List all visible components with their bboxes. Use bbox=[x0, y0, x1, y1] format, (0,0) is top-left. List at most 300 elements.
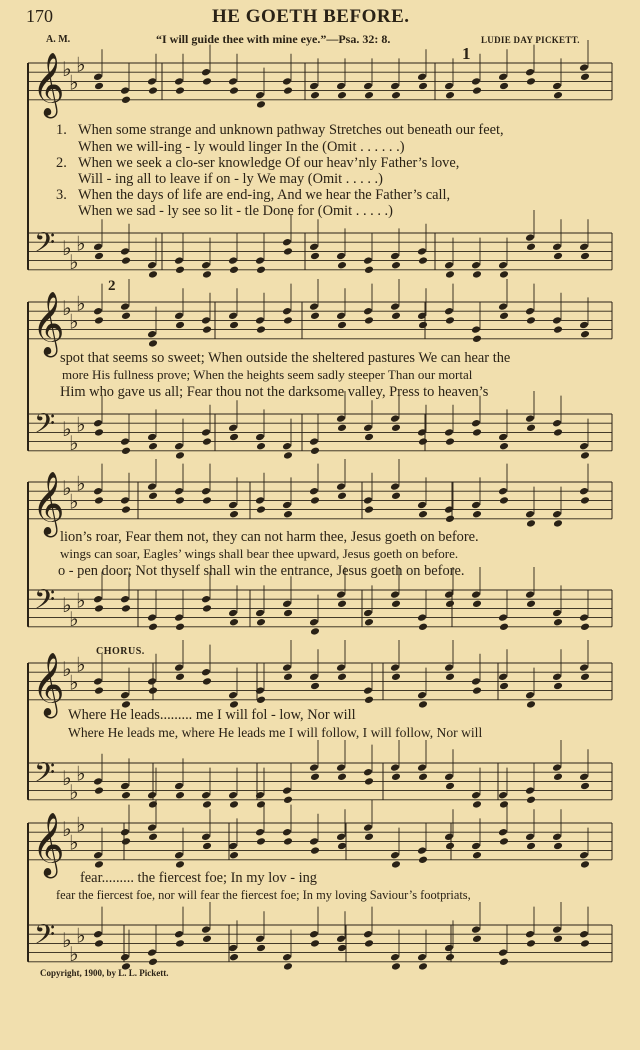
note-head bbox=[391, 492, 401, 501]
note-head bbox=[364, 618, 374, 627]
note-head bbox=[228, 944, 238, 953]
note-head bbox=[175, 266, 185, 275]
note-head bbox=[472, 270, 482, 279]
bass-clef-icon: 𝄢 bbox=[34, 755, 56, 795]
note-head bbox=[580, 860, 590, 869]
note-head bbox=[471, 842, 481, 851]
flat-sign-icon: ♭ bbox=[62, 928, 72, 953]
note-head bbox=[202, 496, 212, 505]
note-head bbox=[147, 791, 157, 800]
lyric-line: When we seek a clo-ser knowledge Of our heav’nly Father’s love, bbox=[78, 155, 460, 171]
note-head bbox=[390, 590, 400, 599]
note-head bbox=[417, 501, 427, 510]
note-head bbox=[336, 482, 346, 491]
note-head bbox=[336, 833, 346, 842]
note-head bbox=[282, 600, 292, 609]
note-head bbox=[120, 437, 130, 446]
note-head bbox=[148, 800, 158, 809]
note-head bbox=[391, 962, 401, 971]
lyric-line: When we sad - ly see so lit - tle Done for (Omit . . . . .) bbox=[78, 203, 393, 219]
lyric-line: lion’s roar, Fear them not, they can not harm thee, Jesus goeth on before. bbox=[60, 529, 479, 545]
note-head bbox=[364, 91, 374, 100]
chorus-lyric-line: Where He leads me, where He leads me I will follow, I will follow, Nor will bbox=[68, 725, 483, 740]
note-head bbox=[202, 842, 212, 851]
note-head bbox=[417, 247, 427, 256]
note-head bbox=[444, 307, 454, 316]
note-head bbox=[282, 786, 292, 795]
note-head bbox=[310, 312, 320, 321]
note-head bbox=[364, 939, 374, 948]
note-head bbox=[444, 428, 454, 437]
note-head bbox=[445, 842, 455, 851]
note-head bbox=[121, 837, 131, 846]
note-head bbox=[336, 414, 346, 423]
note-head bbox=[201, 595, 211, 604]
note-head bbox=[579, 442, 589, 451]
note-head bbox=[336, 763, 346, 772]
note-head bbox=[552, 419, 562, 428]
note-head bbox=[201, 925, 211, 934]
note-head bbox=[174, 256, 184, 265]
note-head bbox=[444, 82, 454, 91]
note-head bbox=[363, 823, 373, 832]
note-head bbox=[175, 673, 185, 682]
flat-sign-icon: ♭ bbox=[62, 417, 72, 442]
note-head bbox=[499, 800, 509, 809]
note-head bbox=[174, 613, 184, 622]
flat-sign-icon: ♭ bbox=[76, 812, 86, 837]
note-head bbox=[255, 316, 265, 325]
scripture-reference: “I will guide thee with mine eye.”—Psa. 32: 8. bbox=[156, 32, 391, 46]
note-head bbox=[283, 247, 293, 256]
note-head bbox=[201, 668, 211, 677]
note-head bbox=[471, 590, 481, 599]
note-head bbox=[337, 91, 347, 100]
note-head bbox=[553, 935, 563, 944]
note-head bbox=[526, 316, 536, 325]
note-head bbox=[147, 482, 157, 491]
note-head bbox=[445, 316, 455, 325]
note-head bbox=[94, 428, 104, 437]
note-head bbox=[256, 266, 266, 275]
note-head bbox=[229, 266, 239, 275]
note-head bbox=[417, 73, 427, 82]
note-head bbox=[390, 482, 400, 491]
note-head bbox=[525, 510, 535, 519]
note-head bbox=[525, 68, 535, 77]
note-head bbox=[229, 618, 239, 627]
note-head bbox=[471, 501, 481, 510]
note-head bbox=[526, 796, 536, 805]
note-head bbox=[147, 823, 157, 832]
note-head bbox=[228, 609, 238, 618]
note-head bbox=[552, 673, 562, 682]
note-head bbox=[148, 339, 158, 348]
note-head bbox=[256, 325, 266, 334]
note-head bbox=[390, 302, 400, 311]
note-head bbox=[498, 948, 508, 957]
copyright-notice: Copyright, 1900, by L. L. Pickett. bbox=[40, 968, 169, 978]
note-head bbox=[283, 609, 293, 618]
note-head bbox=[94, 786, 104, 795]
ending-marker-one: 1 bbox=[462, 44, 471, 63]
note-head bbox=[363, 424, 373, 433]
note-head bbox=[174, 663, 184, 672]
note-head bbox=[472, 935, 482, 944]
note-head bbox=[283, 86, 293, 95]
note-head bbox=[336, 590, 346, 599]
note-head bbox=[445, 515, 455, 524]
note-head bbox=[417, 953, 427, 962]
note-head bbox=[337, 321, 347, 330]
note-head bbox=[174, 77, 184, 86]
note-head bbox=[390, 953, 400, 962]
note-head bbox=[309, 82, 319, 91]
note-head bbox=[390, 252, 400, 261]
note-head bbox=[445, 270, 455, 279]
flat-sign-icon: ♭ bbox=[69, 70, 79, 95]
note-head bbox=[309, 437, 319, 446]
note-head bbox=[580, 73, 590, 82]
note-head bbox=[498, 791, 508, 800]
note-head bbox=[121, 256, 131, 265]
note-head bbox=[93, 677, 103, 686]
note-head bbox=[336, 935, 346, 944]
note-head bbox=[498, 73, 508, 82]
note-head bbox=[228, 424, 238, 433]
note-head bbox=[471, 77, 481, 86]
bass-clef-icon: 𝄢 bbox=[34, 582, 56, 622]
note-head bbox=[337, 944, 347, 953]
note-head bbox=[390, 82, 400, 91]
note-head bbox=[525, 414, 535, 423]
lyric-line: more His fullness prove; When the heights seem sadly steeper Than our mortal bbox=[62, 367, 473, 382]
note-head bbox=[391, 773, 401, 782]
note-head bbox=[390, 851, 400, 860]
note-head bbox=[418, 856, 428, 865]
note-head bbox=[472, 600, 482, 609]
note-head bbox=[525, 930, 535, 939]
note-head bbox=[283, 962, 293, 971]
note-head bbox=[553, 773, 563, 782]
note-head bbox=[445, 782, 455, 791]
note-head bbox=[282, 663, 292, 672]
note-head bbox=[337, 424, 347, 433]
note-head bbox=[175, 860, 185, 869]
note-head bbox=[391, 261, 401, 270]
note-head bbox=[363, 768, 373, 777]
note-head bbox=[418, 510, 428, 519]
bass-clef-icon: 𝄢 bbox=[34, 225, 56, 265]
note-head bbox=[499, 623, 509, 632]
note-head bbox=[579, 243, 589, 252]
lyric-line: o - pen door; Not thyself shall win the entrance, Jesus goeth on before. bbox=[58, 563, 465, 579]
note-head bbox=[336, 82, 346, 91]
note-head bbox=[525, 691, 535, 700]
note-head bbox=[499, 682, 509, 691]
note-head bbox=[337, 261, 347, 270]
note-head bbox=[417, 763, 427, 772]
lyric-line: fear the fiercest foe, nor will fear the fiercest foe; In my loving Saviour’s footpriats, bbox=[56, 888, 471, 902]
note-head bbox=[579, 487, 589, 496]
note-head bbox=[364, 266, 374, 275]
flat-sign-icon: ♭ bbox=[76, 923, 86, 948]
note-head bbox=[147, 77, 157, 86]
note-head bbox=[147, 677, 157, 686]
flat-sign-icon: ♭ bbox=[76, 761, 86, 786]
lyric-line: When some strange and unknown pathway Stretches out beneath our feet, bbox=[78, 122, 504, 138]
note-head bbox=[364, 777, 374, 786]
note-head bbox=[201, 487, 211, 496]
note-head bbox=[256, 837, 266, 846]
note-head bbox=[418, 321, 428, 330]
note-head bbox=[364, 833, 374, 842]
treble-clef-icon: 𝄞 bbox=[32, 291, 65, 356]
note-head bbox=[147, 613, 157, 622]
note-head bbox=[229, 851, 239, 860]
lyric-line: Will - ing all to leave if on - ly We may (Omit . . . . .) bbox=[78, 171, 383, 187]
note-head bbox=[148, 686, 158, 695]
note-head bbox=[283, 673, 293, 682]
note-head bbox=[310, 496, 320, 505]
note-head bbox=[579, 63, 589, 72]
flat-sign-icon: ♭ bbox=[62, 766, 72, 791]
flat-sign-icon: ♭ bbox=[76, 412, 86, 437]
note-head bbox=[337, 773, 347, 782]
note-head bbox=[120, 247, 130, 256]
note-head bbox=[526, 519, 536, 528]
note-head bbox=[228, 256, 238, 265]
note-head bbox=[94, 252, 104, 261]
note-head bbox=[174, 851, 184, 860]
note-head bbox=[148, 958, 158, 967]
note-head bbox=[282, 307, 292, 316]
note-head bbox=[94, 316, 104, 325]
note-head bbox=[525, 786, 535, 795]
note-head bbox=[93, 243, 103, 252]
note-head bbox=[552, 243, 562, 252]
note-head bbox=[391, 860, 401, 869]
note-head bbox=[201, 261, 211, 270]
flat-sign-icon: ♭ bbox=[76, 291, 86, 316]
note-head bbox=[201, 68, 211, 77]
note-head bbox=[472, 851, 482, 860]
note-head bbox=[175, 623, 185, 632]
note-head bbox=[147, 433, 157, 442]
note-head bbox=[202, 604, 212, 613]
flat-sign-icon: ♭ bbox=[76, 471, 86, 496]
lyric-line: fear......... the fiercest foe; In my lov - ing bbox=[80, 870, 317, 886]
flat-sign-icon: ♭ bbox=[76, 652, 86, 677]
note-head bbox=[120, 496, 130, 505]
note-head bbox=[120, 691, 130, 700]
note-head bbox=[471, 261, 481, 270]
note-head bbox=[202, 270, 212, 279]
note-head bbox=[201, 791, 211, 800]
flat-sign-icon: ♭ bbox=[69, 606, 79, 631]
note-head bbox=[472, 86, 482, 95]
flat-sign-icon: ♭ bbox=[69, 670, 79, 695]
chorus-label: CHORUS. bbox=[96, 646, 145, 657]
note-head bbox=[418, 82, 428, 91]
note-head bbox=[526, 424, 536, 433]
note-head bbox=[309, 487, 319, 496]
note-head bbox=[94, 860, 104, 869]
note-head bbox=[363, 496, 373, 505]
note-head bbox=[93, 307, 103, 316]
note-head bbox=[418, 962, 428, 971]
note-head bbox=[147, 948, 157, 957]
note-head bbox=[282, 238, 292, 247]
note-head bbox=[552, 510, 562, 519]
note-head bbox=[526, 700, 536, 709]
flat-sign-icon: ♭ bbox=[69, 430, 79, 455]
note-head bbox=[310, 846, 320, 855]
note-head bbox=[337, 492, 347, 501]
note-head bbox=[94, 939, 104, 948]
note-head bbox=[201, 316, 211, 325]
note-head bbox=[552, 833, 562, 842]
note-head bbox=[310, 682, 320, 691]
note-head bbox=[310, 773, 320, 782]
note-head bbox=[201, 428, 211, 437]
note-head bbox=[93, 595, 103, 604]
note-head bbox=[309, 302, 319, 311]
note-head bbox=[202, 437, 212, 446]
flat-sign-icon: ♭ bbox=[69, 941, 79, 966]
note-head bbox=[202, 800, 212, 809]
note-head bbox=[579, 321, 589, 330]
note-head bbox=[256, 442, 266, 451]
note-head bbox=[552, 925, 562, 934]
lyric-line: When we will-ing - ly would linger In the (Omit . . . . . .) bbox=[78, 139, 405, 155]
note-head bbox=[94, 82, 104, 91]
note-head bbox=[525, 233, 535, 242]
note-head bbox=[309, 763, 319, 772]
note-head bbox=[553, 618, 563, 627]
note-head bbox=[121, 447, 131, 456]
ending-marker-two: 2 bbox=[108, 278, 116, 294]
note-head bbox=[472, 335, 482, 344]
flat-sign-icon: ♭ bbox=[62, 816, 72, 841]
note-head bbox=[499, 958, 509, 967]
note-head bbox=[229, 321, 239, 330]
note-head bbox=[526, 77, 536, 86]
note-head bbox=[391, 91, 401, 100]
note-head bbox=[229, 953, 239, 962]
note-head bbox=[228, 691, 238, 700]
note-head bbox=[580, 782, 590, 791]
note-head bbox=[364, 316, 374, 325]
note-head bbox=[336, 312, 346, 321]
flat-sign-icon: ♭ bbox=[62, 56, 72, 81]
note-head bbox=[390, 414, 400, 423]
flat-sign-icon: ♭ bbox=[76, 231, 86, 256]
note-head bbox=[363, 256, 373, 265]
note-head bbox=[174, 487, 184, 496]
note-head bbox=[444, 833, 454, 842]
note-head bbox=[526, 939, 536, 948]
note-head bbox=[148, 623, 158, 632]
flat-sign-icon: ♭ bbox=[69, 830, 79, 855]
note-head bbox=[553, 428, 563, 437]
note-head bbox=[337, 673, 347, 682]
note-head bbox=[255, 433, 265, 442]
note-head bbox=[444, 663, 454, 672]
note-head bbox=[175, 86, 185, 95]
treble-clef-icon: 𝄞 bbox=[32, 812, 65, 877]
note-head bbox=[120, 302, 130, 311]
verse-1-number: 1. bbox=[56, 122, 67, 138]
treble-clef-icon: 𝄞 bbox=[32, 52, 65, 117]
note-head bbox=[93, 419, 103, 428]
chorus-lyric-line: Where He leads......... me I will fol - low, Nor will bbox=[68, 707, 356, 723]
note-head bbox=[579, 613, 589, 622]
note-head bbox=[499, 496, 509, 505]
note-head bbox=[580, 252, 590, 261]
note-head bbox=[94, 496, 104, 505]
note-head bbox=[363, 609, 373, 618]
note-head bbox=[255, 256, 265, 265]
flat-sign-icon: ♭ bbox=[62, 236, 72, 261]
note-head bbox=[175, 496, 185, 505]
note-head bbox=[498, 828, 508, 837]
note-head bbox=[337, 842, 347, 851]
note-head bbox=[310, 627, 320, 636]
note-head bbox=[526, 243, 536, 252]
note-head bbox=[256, 618, 266, 627]
note-head bbox=[282, 77, 292, 86]
note-head bbox=[526, 600, 536, 609]
note-head bbox=[175, 451, 185, 460]
note-head bbox=[525, 590, 535, 599]
note-head bbox=[283, 451, 293, 460]
note-head bbox=[228, 312, 238, 321]
note-head bbox=[471, 677, 481, 686]
note-head bbox=[121, 604, 131, 613]
note-head bbox=[148, 492, 158, 501]
note-head bbox=[499, 82, 509, 91]
note-head bbox=[471, 791, 481, 800]
note-head bbox=[444, 773, 454, 782]
note-head bbox=[229, 433, 239, 442]
note-head bbox=[93, 777, 103, 786]
flat-sign-icon: ♭ bbox=[76, 588, 86, 613]
note-head bbox=[363, 82, 373, 91]
note-head bbox=[579, 930, 589, 939]
note-head bbox=[553, 842, 563, 851]
note-head bbox=[445, 673, 455, 682]
note-head bbox=[175, 939, 185, 948]
note-head bbox=[418, 256, 428, 265]
note-head bbox=[336, 252, 346, 261]
note-head bbox=[445, 91, 455, 100]
note-head bbox=[174, 442, 184, 451]
note-head bbox=[93, 73, 103, 82]
note-head bbox=[310, 91, 320, 100]
note-head bbox=[499, 312, 509, 321]
note-head bbox=[417, 691, 427, 700]
note-head bbox=[256, 800, 266, 809]
note-head bbox=[309, 673, 319, 682]
note-head bbox=[552, 763, 562, 772]
note-head bbox=[228, 77, 238, 86]
note-head bbox=[390, 763, 400, 772]
note-head bbox=[525, 833, 535, 842]
flat-sign-icon: ♭ bbox=[69, 779, 79, 804]
note-head bbox=[553, 91, 563, 100]
note-head bbox=[120, 86, 130, 95]
